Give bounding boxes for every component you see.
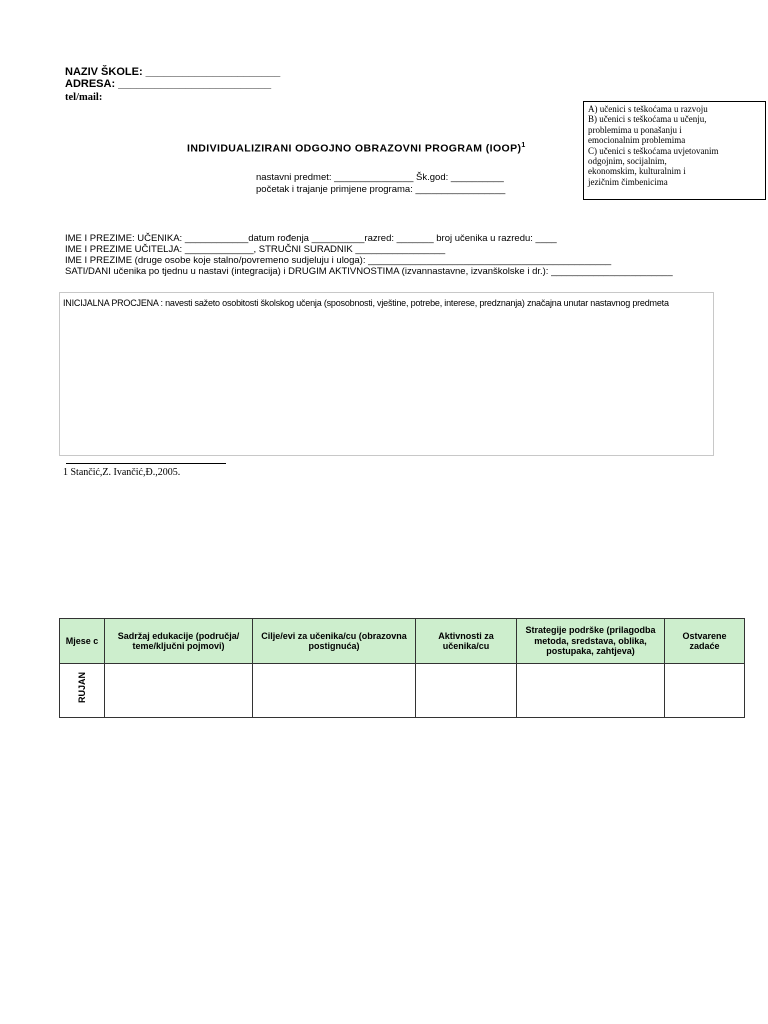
category-b-line1: B) učenici s teškoćama u učenju, (588, 114, 707, 125)
initial-assessment-box[interactable] (59, 292, 714, 456)
teacher-name-line[interactable]: IME I PREZIME UČITELJA: _____________, STRUČNI SURADNIK _________________ (65, 244, 446, 255)
program-start-field[interactable]: početak i trajanje primjene programa: _________________ (256, 184, 506, 195)
hours-days-line[interactable]: SATI/DANI učenika po tjednu u nastavi (integracija) i DRUGIM AKTIVNOSTIMA (izvannastavne, izvanškolske i dr.): _______________________ (65, 266, 673, 277)
student-name-line[interactable]: IME I PREZIME: UČENIKA: ____________datum rođenja __________razred: _______ broj učenika u razredu: ____ (65, 233, 557, 244)
initial-assessment-label: INICIJALNA PROCJENA : navesti sažeto osobitosti školskog učenja (sposobnosti, vještine, potrebe, interese, predznanja) značajna unutar nastavnog predmeta (63, 298, 669, 308)
col-header-content: Sadržaj edukacije (područja/ teme/ključni pojmovi) (105, 619, 253, 664)
table-row (60, 664, 745, 718)
footnote-marker: 1 (521, 142, 526, 149)
category-b-line3: emocionalnim problemima (588, 135, 686, 146)
plan-table-header-row (60, 619, 745, 664)
category-c-line2: odgojnim, socijalnim, (588, 156, 667, 167)
achieved-cell[interactable] (665, 664, 745, 718)
activities-cell[interactable] (416, 664, 517, 718)
school-name-field[interactable]: NAZIV ŠKOLE: ______________________ (65, 66, 281, 78)
plan-table (59, 618, 745, 718)
other-persons-line[interactable]: IME I PREZIME (druge osobe koje stalno/povremeno sudjeluju i uloga): ______________________________________________ (65, 255, 612, 266)
col-header-month: Mjese c (60, 619, 105, 664)
address-field[interactable]: ADRESA: _________________________ (65, 78, 272, 90)
month-label: RUJAN (77, 672, 87, 704)
goals-cell[interactable] (253, 664, 416, 718)
footnote-text: 1 Stančić,Z. Ivančić,Đ.,2005. (63, 467, 181, 478)
footnote-divider (66, 463, 226, 464)
category-c-line3: ekonomskim, kulturalnim i (588, 166, 686, 177)
category-b-line2: problemima u ponašanju i (588, 124, 682, 135)
student-category-legend (583, 101, 766, 200)
content-cell[interactable] (105, 664, 253, 718)
document-title (187, 142, 526, 155)
col-header-activities: Aktivnosti za učenika/cu (416, 619, 517, 664)
document-title-text: INDIVIDUALIZIRANI ODGOJNO OBRAZOVNI PROGRAM (IOOP) (187, 142, 522, 155)
category-a: A) učenici s teškoćama u razvoju (588, 104, 708, 114)
col-header-strategies: Strategije podrške (prilagodba metoda, sredstava, oblika, postupaka, zahtjeva) (517, 619, 665, 664)
subject-field[interactable]: nastavni predmet: _______________ Šk.god: __________ (256, 172, 504, 183)
col-header-goals: Cilje/evi za učenika/cu (obrazovna postignuća) (253, 619, 416, 664)
category-c-line4: jezičnim čimbenicima (588, 176, 668, 187)
col-header-achieved: Ostvarene zadaće (665, 619, 745, 664)
category-c-line1: C) učenici s teškoćama uvjetovanim (588, 145, 719, 156)
contact-field[interactable]: tel/mail: (65, 92, 103, 103)
month-cell (60, 664, 105, 718)
strategies-cell[interactable] (517, 664, 665, 718)
